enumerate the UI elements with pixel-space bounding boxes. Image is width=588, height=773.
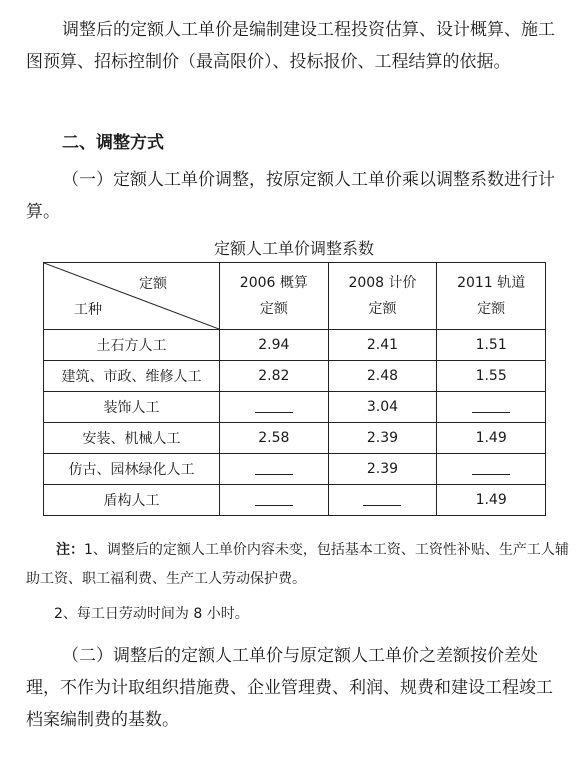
blank-line (255, 491, 293, 506)
table-row (44, 330, 546, 361)
blank-line (472, 398, 510, 413)
table-row (44, 392, 546, 423)
value-cell: 1.49 (437, 423, 546, 454)
row-label: 盾构人工 (44, 485, 220, 516)
corner-header-cell (44, 263, 220, 330)
corner-top-label: 定额 (139, 276, 167, 292)
blank-cell (437, 392, 546, 423)
row-label: 建筑、市政、维修人工 (44, 361, 220, 392)
column-header (328, 263, 437, 330)
corner-bottom-label: 工种 (74, 302, 102, 318)
value-cell: 1.55 (437, 361, 546, 392)
blank-cell (220, 454, 329, 485)
row-label: 装饰人工 (44, 392, 220, 423)
value-cell: 2.39 (328, 454, 437, 485)
value-cell: 2.94 (220, 330, 329, 361)
value-cell: 1.49 (437, 485, 546, 516)
table-row (44, 361, 546, 392)
value-cell: 2.41 (328, 330, 437, 361)
blank-line (255, 398, 293, 413)
value-cell: 1.51 (437, 330, 546, 361)
value-cell: 2.82 (220, 361, 329, 392)
note-two: 2、每工日劳动时间为 8 小时。 (54, 606, 249, 622)
column-header-line2: 定额 (368, 301, 397, 317)
row-label: 土石方人工 (44, 330, 220, 361)
blank-cell (328, 485, 437, 516)
column-header (437, 263, 546, 330)
table-row (44, 423, 546, 454)
blank-cell (220, 392, 329, 423)
note-one-text: 1、调整后的定额人工单价内容未变，包括基本工资、工资性补贴、生产工人辅助工资、职工福利费、生产工人劳动保护费。 (26, 542, 569, 587)
diagonal-line (44, 263, 219, 329)
table-row (44, 454, 546, 485)
table-row (44, 485, 546, 516)
column-header-line2: 定额 (477, 301, 506, 317)
intro-paragraph: 调整后的定额人工单价是编制建设工程投资估算、设计概算、施工图预算、招标控制价（最高限价）、投标报价、工程结算的依据。 (26, 20, 555, 72)
blank-cell (437, 454, 546, 485)
column-header-line1: 2008 计价 (348, 275, 417, 291)
column-header (220, 263, 329, 330)
section-heading: 二、调整方式 (62, 133, 164, 153)
blank-line (255, 460, 293, 475)
value-cell: 2.58 (220, 423, 329, 454)
row-label: 安装、机械人工 (44, 423, 220, 454)
value-cell: 2.48 (328, 361, 437, 392)
note-one (26, 536, 576, 594)
blank-cell (220, 485, 329, 516)
value-cell: 3.04 (328, 392, 437, 423)
coefficient-table (43, 262, 546, 516)
column-header-line1: 2006 概算 (239, 275, 308, 291)
table-caption: 定额人工单价调整系数 (213, 239, 374, 258)
blank-line (472, 460, 510, 475)
blank-line (363, 491, 401, 506)
table-header-row (44, 263, 546, 330)
note-label: 注： (56, 542, 84, 558)
row-label: 仿古、园林绿化人工 (44, 454, 220, 485)
method-two-paragraph: （二）调整后的定额人工单价与原定额人工单价之差额按价差处理，不作为计取组织措施费、企业管理费、利润、规费和建设工程竣工档案编制费的基数。 (26, 646, 553, 730)
method-one-paragraph: （一）定额人工单价调整，按原定额人工单价乘以调整系数进行计算。 (26, 170, 555, 222)
column-header-line2: 定额 (259, 301, 288, 317)
column-header-line1: 2011 轨道 (457, 275, 526, 291)
value-cell: 2.39 (328, 423, 437, 454)
